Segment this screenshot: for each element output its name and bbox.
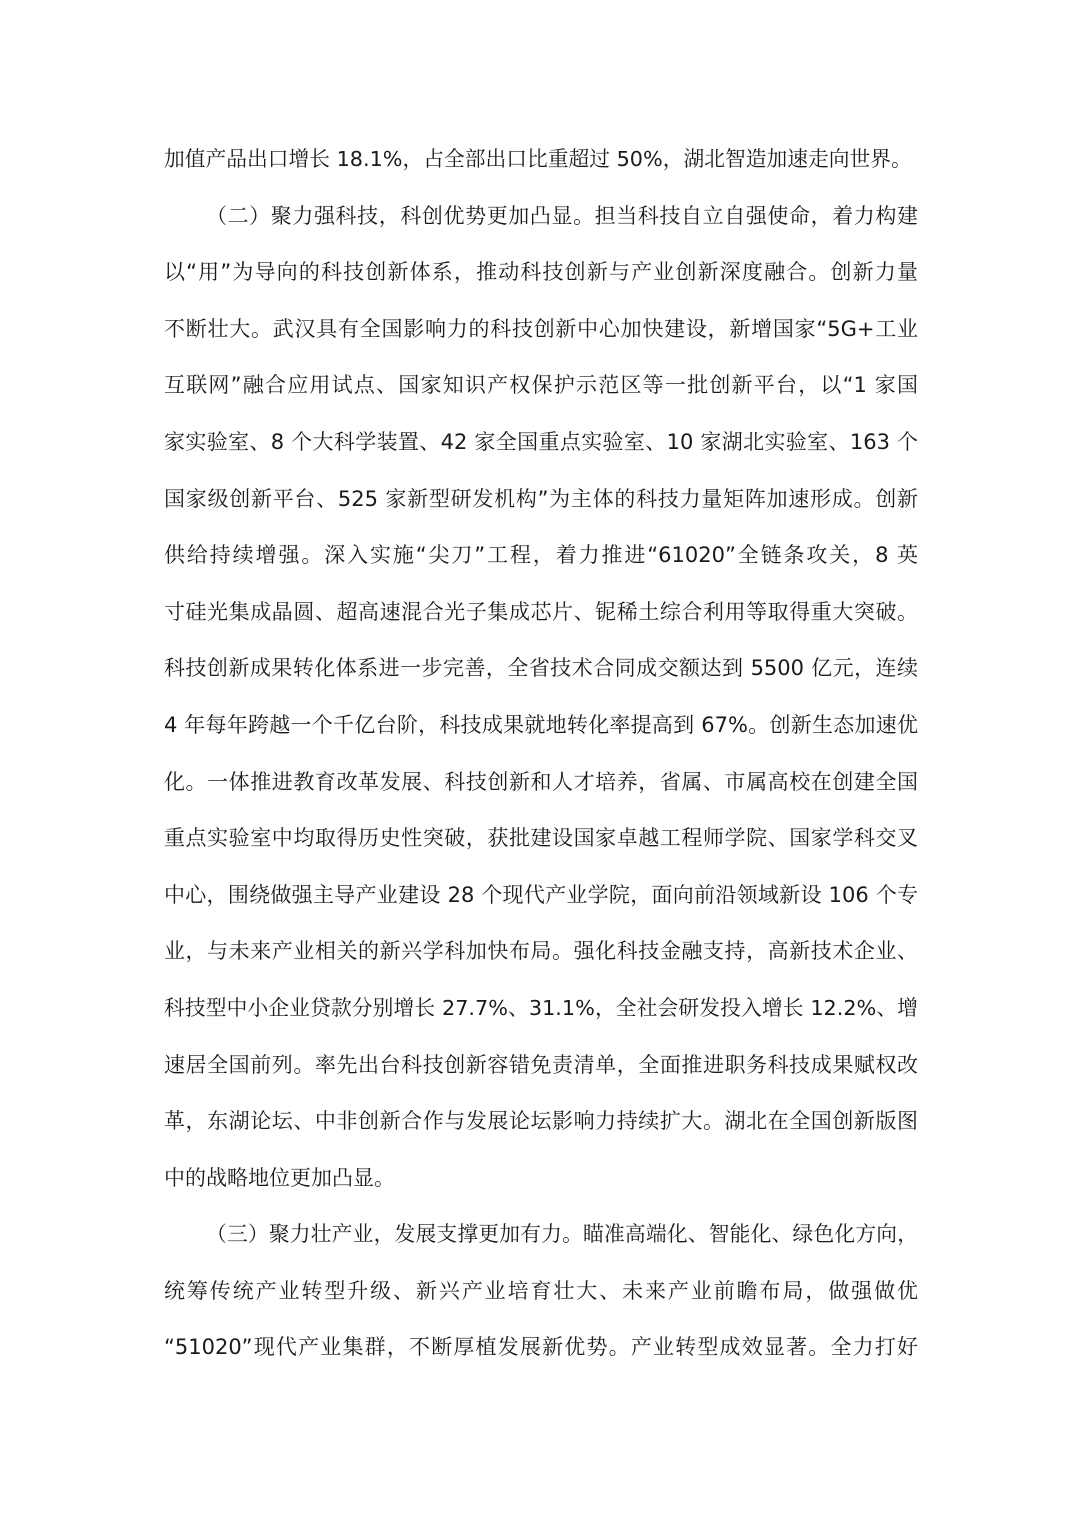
text-line: 中心，围绕做强主导产业建设 28 个现代产业学院，面向前沿领域新设 106 个专	[164, 882, 918, 907]
text-line: （三）聚力壮产业，发展支撑更加有力。瞄准高端化、智能化、绿色化方向，	[206, 1222, 918, 1247]
text-line: 供给持续增强。深入实施“尖刀”工程，着力推进“61020”全链条攻关，8 英	[164, 543, 918, 568]
text-line: 寸硅光集成晶圆、超高速混合光子集成芯片、铌稀土综合利用等取得重大突破。	[164, 599, 918, 624]
text-line: 化。一体推进教育改革发展、科技创新和人才培养，省属、市属高校在创建全国	[164, 769, 918, 794]
text-line: 加值产品出口增长 18.1%，占全部出口比重超过 50%，湖北智造加速走向世界。	[164, 147, 912, 171]
text-line: 不断壮大。武汉具有全国影响力的科技创新中心加快建设，新增国家“5G+工业	[164, 316, 918, 341]
text-line: 家实验室、8 个大科学装置、42 家全国重点实验室、10 家湖北实验室、163 个	[164, 429, 918, 454]
text-line: 重点实验室中均取得历史性突破，获批建设国家卓越工程师学院、国家学科交叉	[164, 826, 918, 851]
text-line: 业，与未来产业相关的新兴学科加快布局。强化科技金融支持，高新技术企业、	[164, 939, 918, 964]
text-line: 科技创新成果转化体系进一步完善，全省技术合同成交额达到 5500 亿元，连续	[164, 656, 918, 681]
text-line: 国家级创新平台、525 家新型研发机构”为主体的科技力量矩阵加速形成。创新	[164, 486, 918, 511]
text-line: 速居全国前列。率先出台科技创新容错免责清单，全面推进职务科技成果赋权改	[164, 1052, 918, 1077]
body-text	[164, 131, 918, 1376]
text-line: 中的战略地位更加凸显。	[164, 1165, 395, 1190]
text-line: （二）聚力强科技，科创优势更加凸显。担当科技自立自强使命，着力构建	[206, 203, 918, 228]
text-line: 4 年每年跨越一个千亿台阶，科技成果就地转化率提高到 67%。创新生态加速优	[164, 712, 918, 737]
text-line: 革，东湖论坛、中非创新合作与发展论坛影响力持续扩大。湖北在全国创新版图	[164, 1109, 918, 1134]
text-line: 统筹传统产业转型升级、新兴产业培育壮大、未来产业前瞻布局，做强做优	[164, 1278, 918, 1303]
text-line: 以“用”为导向的科技创新体系，推动科技创新与产业创新深度融合。创新力量	[164, 260, 918, 285]
text-line: 科技型中小企业贷款分别增长 27.7%、31.1%，全社会研发投入增长 12.2%、增	[164, 995, 918, 1020]
text-line: “51020”现代产业集群，不断厚植发展新优势。产业转型成效显著。全力打好	[164, 1335, 918, 1360]
text-line: 互联网”融合应用试点、国家知识产权保护示范区等一批创新平台，以“1 家国	[164, 373, 918, 398]
